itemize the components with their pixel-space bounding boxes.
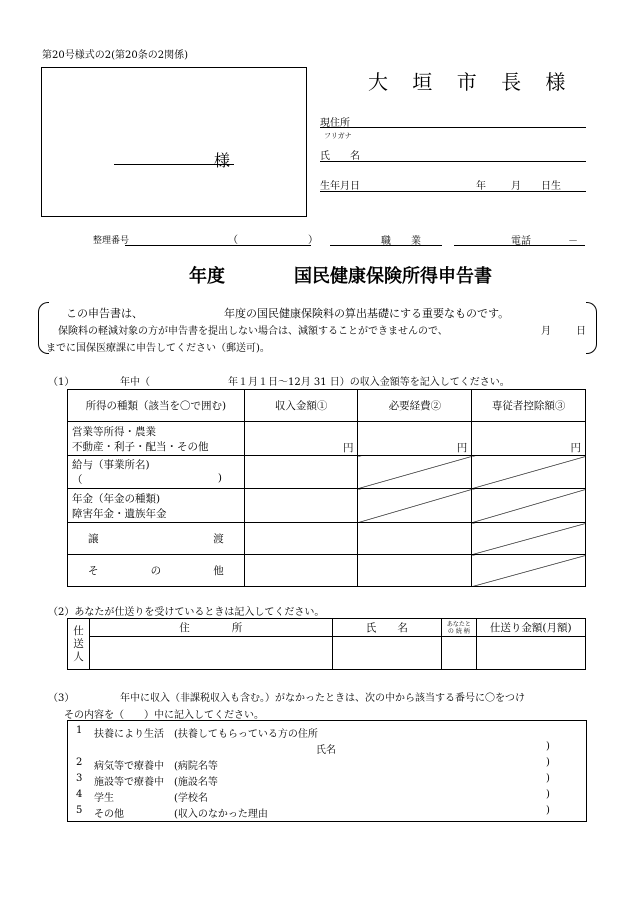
item-detail: (病院名等 [174,761,218,772]
addressee-mayor: 大 垣 市 長 様 [368,70,575,94]
mailing-address-box [41,67,307,217]
sec1-period: 年１月１日～12月 31 日）の収入金額等を記入してください。 [228,377,510,388]
notice-line1-a: この申告書は、 [66,307,143,320]
item-detail: (施設名等 [174,777,218,788]
sec1-year-mid: 年中（ [120,377,150,388]
support-address-cell[interactable] [89,637,332,670]
other-expense-cell[interactable] [358,555,472,587]
sec2-title: （2）あなたが仕送りを受けているときは記入してください。 [48,607,325,618]
salary-open-paren: （ [72,474,83,486]
phone-dash: － [568,236,578,247]
item-number: 5 [76,805,83,816]
name-label: 氏 名 [320,151,360,162]
row-pension-line2: 障害年金・遺族年金 [72,507,167,520]
yen-label: 円 [342,442,354,454]
business-income-cell[interactable] [244,422,358,456]
item-number: 4 [76,789,83,800]
job-line [330,245,442,246]
pension-deduction-cell-disabled [472,489,586,523]
support-amount-cell[interactable] [476,637,585,670]
transfer-char2: 渡 [213,533,224,545]
side-char: 人 [73,650,84,663]
address-label: 現住所 [320,118,350,129]
page-title: 国民健康保険所得申告書 [294,266,492,287]
item-label: その他 [94,809,124,820]
row-business-line1: 営業等所得・農業 [72,425,156,438]
item-close-paren: ) [546,789,550,800]
row-pension [68,489,245,523]
support-relation-cell[interactable] [442,637,476,670]
dob-day: 日生 [541,181,561,192]
sec3-number: （3） [48,693,75,704]
notice-day: 日 [576,326,586,337]
col-header-expense: 必要経費② [358,390,472,422]
item-label: 学生 [94,793,114,804]
phone-line [454,245,585,246]
col-header-deduction: 専従者控除額③ [472,390,586,422]
transfer-income-cell[interactable] [244,523,358,555]
item-number: 1 [76,725,83,736]
dob-year: 年 [476,181,486,192]
ref-number-line [125,245,311,246]
phone-label: 電話 [511,236,531,247]
side-char: 送 [73,637,84,650]
col-header-income: 収入金額① [244,390,358,422]
other-income-cell[interactable] [244,555,358,587]
other-char1: そ [88,565,99,577]
dob-line [320,191,586,192]
support-header-name: 氏 名 [332,619,441,637]
item-detail: (収入のなかった理由 [174,809,268,820]
item-detail: (学校名 [174,793,208,804]
addressee-sama: 様 [214,151,231,170]
name-line [320,161,586,162]
col-header-type: 所得の種類（該当を〇で囲む) [68,390,245,422]
item-close-paren: ) [546,741,550,752]
item-close-paren: ) [546,757,550,768]
job-label: 職 業 [381,236,421,247]
support-name-cell[interactable] [332,637,441,670]
salary-close-paren: ) [217,472,222,484]
yen-label: 円 [456,442,468,454]
yen-label: 円 [570,442,581,454]
row-transfer [68,523,245,555]
pension-income-cell[interactable] [244,489,358,523]
other-deduction-cell-disabled [472,555,586,587]
item-close-paren: ) [546,805,550,816]
support-header-relation [442,619,476,637]
side-char: 仕 [73,624,84,637]
sec3-line2: その内容を（ ）中に記入してください。 [64,710,264,721]
dob-label: 生年月日 [320,181,360,192]
row-pension-line1: 年金（年金の種類) [72,492,161,505]
notice-month: 月 [541,326,551,337]
ref-close-paren: ） [308,235,318,246]
row-business [68,422,245,456]
dob-month: 月 [511,181,521,192]
other-char2: の [150,565,162,577]
item-label: 病気等で療養中 [94,761,164,772]
row-business-line2: 不動産・利子・配当・その他 [72,440,209,453]
row-salary [68,456,245,489]
pension-expense-cell-disabled [358,489,472,523]
ref-open-paren: （ [228,235,238,246]
notice-line2: 保険料の軽減対象の方が申告書を提出しない場合は、減額することができませんので、 [58,326,448,337]
address-line [320,127,586,128]
form-number: 第20号様式の2(第20条の2関係) [42,50,188,61]
support-side-label [68,619,90,670]
furigana-label: フリガナ [324,132,352,140]
transfer-char1: 譲 [88,533,99,545]
sec3-line1: 年中に収入（非課税収入も含む。）がなかったときは、次の中から該当する番号に〇をつけ [120,693,525,704]
row-salary-line1: 給与（事業所名) [72,459,150,471]
other-char3: 他 [213,565,224,577]
support-table [67,618,586,670]
support-header-address: 住 所 [89,619,332,637]
business-deduction-cell[interactable] [472,422,586,456]
salary-expense-cell-disabled [358,456,472,489]
item-number: 3 [76,773,83,784]
support-header-amount: 仕送り金額(月額) [476,619,585,637]
business-expense-cell[interactable] [358,422,472,456]
salary-deduction-cell-disabled [472,456,586,489]
item-name-label: 氏名 [316,745,336,756]
transfer-deduction-cell-disabled [472,523,586,555]
item-label: 施設等で療養中 [94,777,164,788]
notice-bracket-right [586,302,597,354]
item-number: 2 [76,757,83,768]
ref-number-label: 整理番号 [93,236,130,246]
sec1-number: （1） [48,377,75,388]
item-close-paren: ) [546,773,550,784]
relation-line1: あなたと [446,620,471,628]
no-income-box [67,720,587,822]
item-detail: (扶養してもらっている方の住所 [174,729,318,740]
title-year: 年度 [189,266,225,287]
item-label: 扶養により生活 [94,729,164,740]
row-other [68,555,245,587]
notice-line3: までに国保医療課に申告してください（郵送可)。 [46,343,270,354]
notice-line1-b: 年度の国民健康保険料の算出基礎にする重要なものです。 [224,307,510,320]
income-table [67,389,586,587]
relation-line2: の 続 柄 [447,627,470,635]
salary-income-cell[interactable] [244,456,358,489]
transfer-expense-cell[interactable] [358,523,472,555]
